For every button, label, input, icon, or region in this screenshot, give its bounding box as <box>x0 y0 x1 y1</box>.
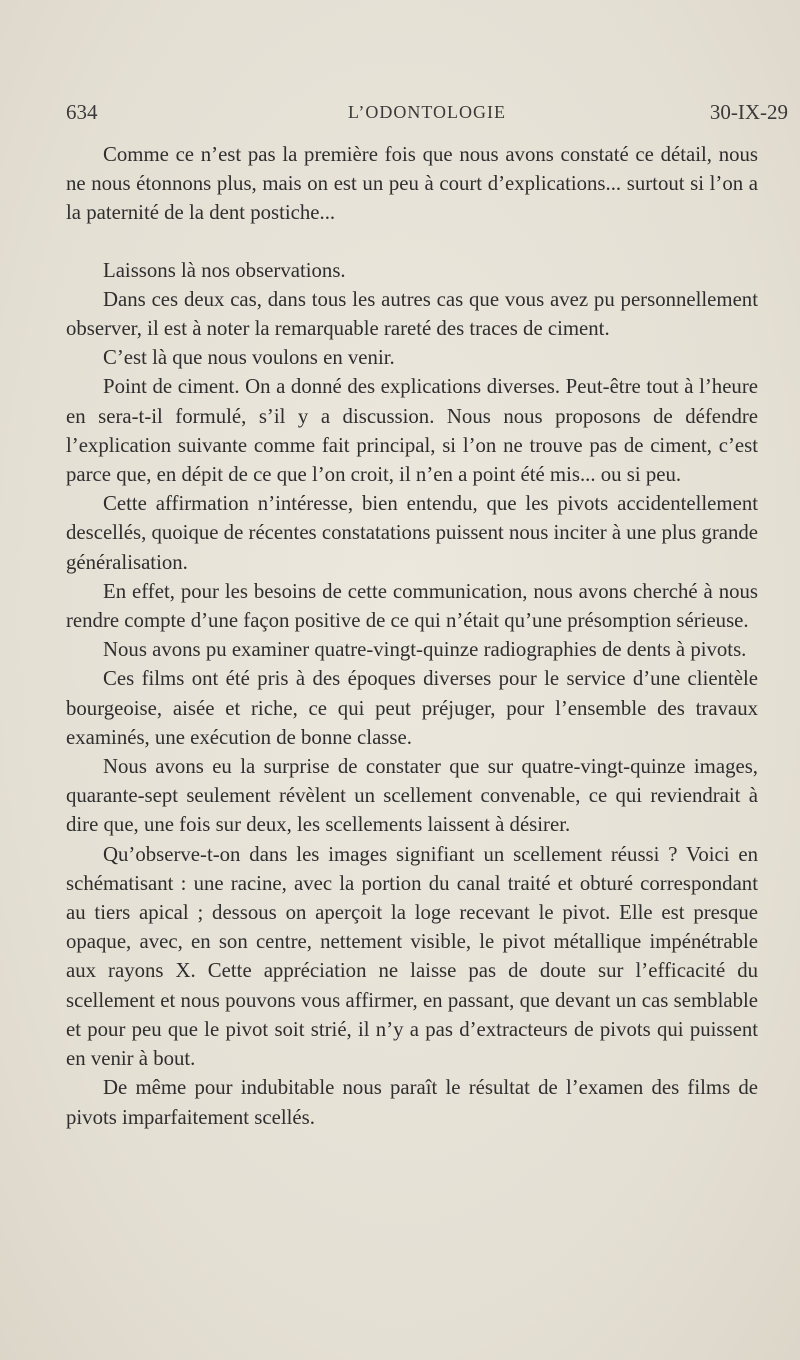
paragraph: Ces films ont été pris à des époques diverses pour le service d’une clientèle bourgeoise, aisée et riche, ce qui peut préjuger, pour l’ensemble des travaux examinés, une exécution de bonne classe. <box>66 667 758 749</box>
paragraph: Qu’observe-t-on dans les images signifiant un scellement réussi ? Voici en schématisant : une racine, avec la portion du canal traité et obturé correspondant au tiers apical ; dessous on aperçoit la loge recevant le pivot. Elle est presque opaque, avec, en son centre, nettement visible, le pivot métallique impénétrable aux rayons X. Cette appréciation ne laisse pas de doute sur l’efficacité du scellement et nous pouvons vous affirmer, en passant, que devant un cas semblable et pour peu que le pivot soit strié, il n’y a pas d’extracteurs de pivots qui puissent en venir à bout. <box>66 842 758 1071</box>
paragraph: En effet, pour les besoins de cette communication, nous avons cherché à nous rendre compte d’une façon positive de ce qui n’était qu’une présomption sérieuse. <box>66 579 758 633</box>
paragraph: De même pour indubitable nous paraît le résultat de l’examen des films de pivots imparfaitement scellés. <box>66 1076 758 1129</box>
running-header <box>66 100 788 130</box>
paragraph: Point de ciment. On a donné des explications diverses. Peut-être tout à l’heure en sera-t-il formulé, s’il y a discussion. Nous nous proposons de défendre l’explication suivante comme fait principal, si l’on ne trouve pas de ciment, c’est parce que, en dépit de ce que l’on croit, il n’en a point été mis... ou si peu. <box>66 375 758 487</box>
paragraph: Comme ce n’est pas la première fois que nous avons constaté ce détail, nous ne nous étonnons plus, mais on est un peu à court d’explications... surtout si l’on a la paternité de la dent postiche... <box>66 143 758 225</box>
page-body <box>66 140 758 1132</box>
journal-title: L’ODONTOLOGIE <box>348 102 506 122</box>
page-number: 634 <box>66 100 98 124</box>
paragraph: Nous avons pu examiner quatre-vingt-quinze radiographies de dents à pivots. <box>103 638 747 662</box>
paragraph: Cette affirmation n’intéresse, bien entendu, que les pivots accidentellement descellés, quoique de récentes constatations puissent nous inciter à une plus grande généralisation. <box>66 492 758 574</box>
paragraph: Laissons là nos observations. <box>103 258 346 282</box>
paragraph: C’est là que nous voulons en venir. <box>103 346 395 370</box>
paragraph: Nous avons eu la surprise de constater que sur quatre-vingt-quinze images, quarante-sept seulement révèlent un scellement convenable, ce qui reviendrait à dire que, une fois sur deux, les scellements laissent à désirer. <box>66 755 758 837</box>
issue-date: 30-IX-29 <box>709 100 788 124</box>
paragraph: Dans ces deux cas, dans tous les autres cas que vous avez pu personnellement observer, il est à noter la remarquable rareté des traces de ciment. <box>66 287 758 341</box>
